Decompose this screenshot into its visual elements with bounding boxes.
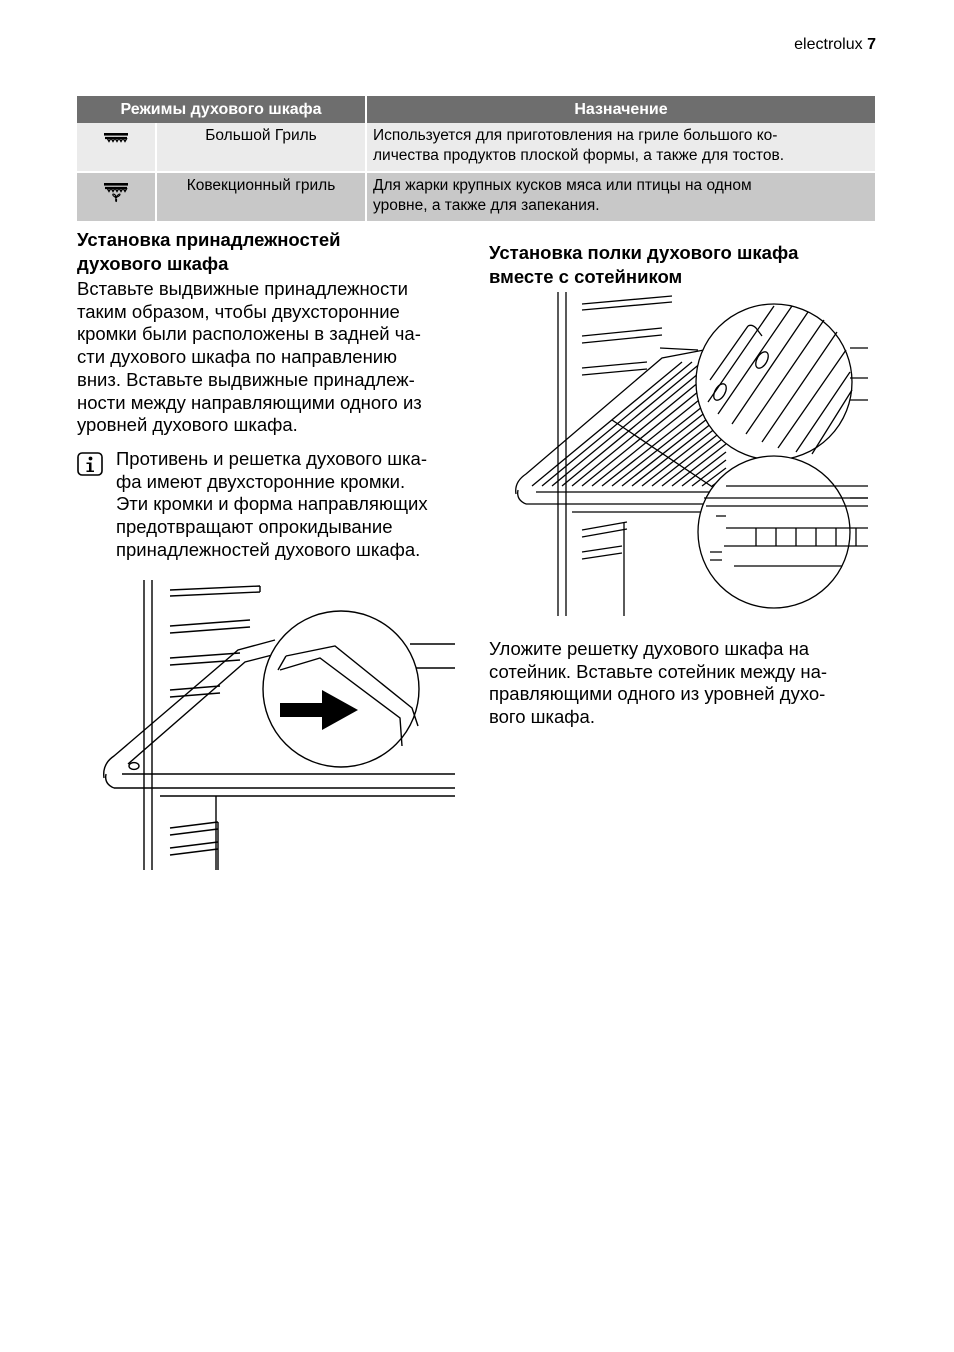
column-header-purpose: Назначение [366, 96, 875, 123]
shelf-with-pan-instructions: Уложите решетку духового шкафа на сотейник. Вставьте сотейник между на- правляющими одного из уровней духо- вого шкафа. [489, 638, 828, 728]
info-note: Противень и решетка духового шка- фа имеют двухсторонние кромки. Эти кромки и форма направляющих предотвращают опрокидывание принадлежностей духового шкафа. [116, 448, 428, 560]
mode-description: Для жарки крупных кусков мяса или птицы на одном уровне, а также для запекания. [366, 172, 875, 221]
tray-insertion-illustration [100, 578, 460, 874]
section-title-accessories: Установка принадлежностей духового шкафа [77, 229, 341, 274]
large-grill-icon [103, 132, 129, 144]
page-header [794, 36, 876, 54]
rack-on-pan-illustration [512, 290, 872, 620]
mode-description: Используется для приготовления на гриле большого ко- личества продуктов плоской формы, а также для тостов. [366, 123, 875, 172]
mode-name: Ковекционный гриль [156, 172, 366, 221]
convection-grill-icon [103, 182, 129, 204]
info-icon [77, 452, 103, 476]
oven-modes-table [77, 96, 875, 221]
brand-name: electrolux [794, 36, 863, 53]
table-row [77, 123, 875, 172]
page-number: 7 [867, 36, 876, 53]
accessories-instructions: Вставьте выдвижные принадлежности таким образом, чтобы двухсторонние кромки были расположены в задней ча- сти духового шкафа по направлению вниз. Вставьте выдвижные принадлеж- ности между направляющими одного из уровней духового шкафа. [77, 278, 422, 436]
mode-name: Большой Гриль [156, 123, 366, 172]
column-header-modes: Режимы духового шкафа [77, 96, 366, 123]
table-row [77, 172, 875, 221]
section-title-shelf-with-pan: Установка полки духового шкафа вместе с сотейником [489, 242, 799, 287]
